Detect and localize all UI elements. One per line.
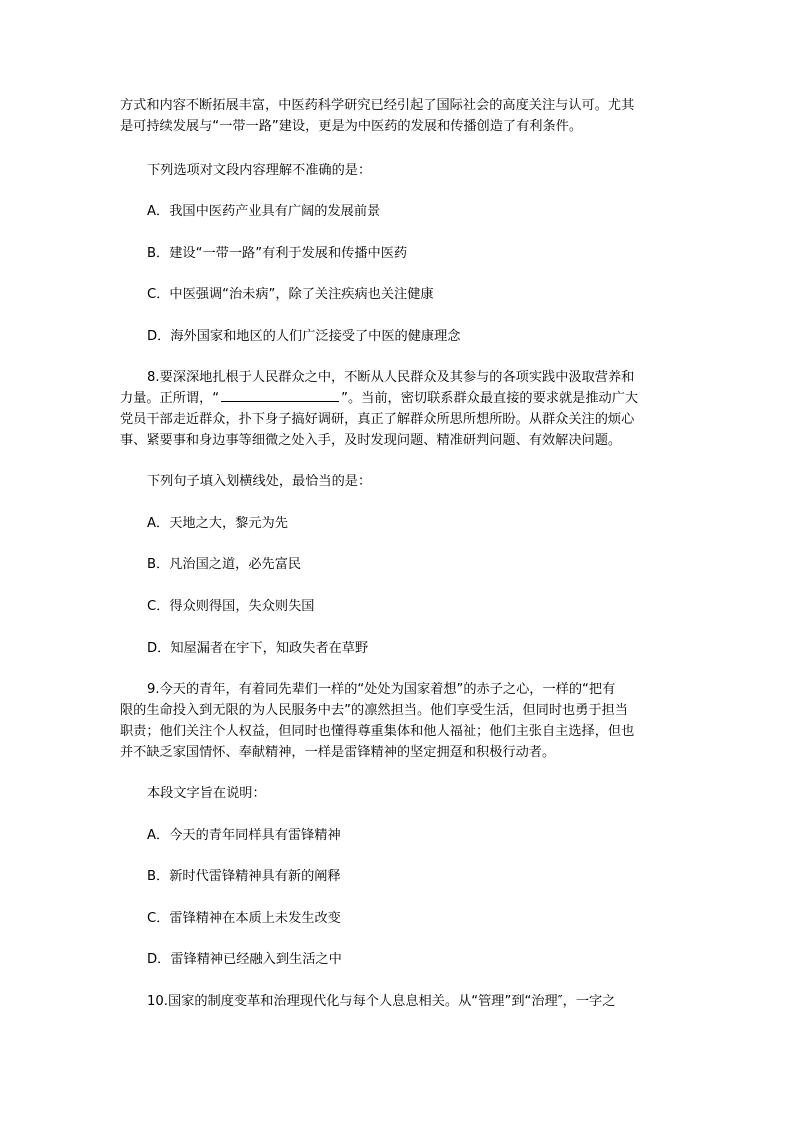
q7-option-b: B．建设“一带一路”有利于发展和传播中医药 <box>147 246 408 261</box>
q8-line-2-after: ”。当前，密切联系群众最直接的要求就是推动广大 <box>341 391 639 406</box>
q9-line-2: 限的生命投入到无限的为人民服务中去”的凛然担当。他们享受生活，但同时也勇于担当 <box>120 703 628 718</box>
q8-option-d: D．知屋漏者在宇下，知政失者在草野 <box>147 641 369 656</box>
q9-option-d: D．雷锋精神已经融入到生活之中 <box>147 952 342 967</box>
q9-line-3: 职责；他们关注个人权益，但同时也懂得尊重集体和他人福祉；他们主张自主选择，但也 <box>120 724 635 739</box>
q9-prompt: 本段文字旨在说明： <box>147 786 266 801</box>
q7-option-a: A．我国中医药产业具有广阔的发展前景 <box>147 204 381 219</box>
q8-line-3: 党员干部走近群众，扑下身子搞好调研，真正了解群众所思所想所盼。从群众关注的烦心 <box>120 412 635 427</box>
q10-line-1: 10.国家的制度变革和治理现代化与每个人息息相关。从“管理”到“治理″，一字之 <box>147 994 616 1009</box>
q9-option-c: C．雷锋精神在本质上未发生改变 <box>147 911 341 926</box>
q8-line-2-before: 力量。正所谓，“ <box>120 391 220 406</box>
intro-line-2: 是可持续发展与“一带一路”建设，更是为中医药的发展和传播创造了有利条件。 <box>120 119 583 134</box>
q8-option-a: A．天地之大，黎元为先 <box>147 516 288 531</box>
q9-option-a: A．今天的青年同样具有雷锋精神 <box>147 828 341 843</box>
q8-option-b: B．凡治国之道，必先富民 <box>147 557 302 572</box>
q8-prompt: 下列句子填入划横线处，最恰当的是： <box>147 474 372 489</box>
q9-line-1: 9.今天的青年，有着同先辈们一样的“处处为国家着想”的赤子之心，一样的“把有 <box>147 682 616 697</box>
q7-option-d: D．海外国家和地区的人们广泛接受了中医的健康理念 <box>147 329 461 344</box>
q8-line-4: 事、紧要事和身边事等细微之处入手，及时发现问题、精准研判问题、有效解决问题。 <box>120 433 622 448</box>
q8-line-2 <box>120 389 680 408</box>
q8-line-1: 8.要深深地扎根于人民群众之中，不断从人民群众及其参与的各项实践中汲取营养和 <box>147 370 635 385</box>
q9-option-b: B．新时代雷锋精神具有新的阐释 <box>147 869 341 884</box>
intro-line-1: 方式和内容不断拓展丰富，中医药科学研究已经引起了国际社会的高度关注与认可。尤其 <box>120 98 635 113</box>
fill-in-blank <box>221 390 339 402</box>
q7-prompt: 下列选项对文段内容理解不准确的是： <box>147 163 372 178</box>
q8-option-c: C．得众则得国，失众则失国 <box>147 599 315 614</box>
q7-option-c: C．中医强调“治未病”，除了关注疾病也关注健康 <box>147 287 434 302</box>
q9-line-4: 并不缺乏家国情怀、奉献精神，一样是雷锋精神的坚定拥趸和积极行动者。 <box>120 745 556 760</box>
